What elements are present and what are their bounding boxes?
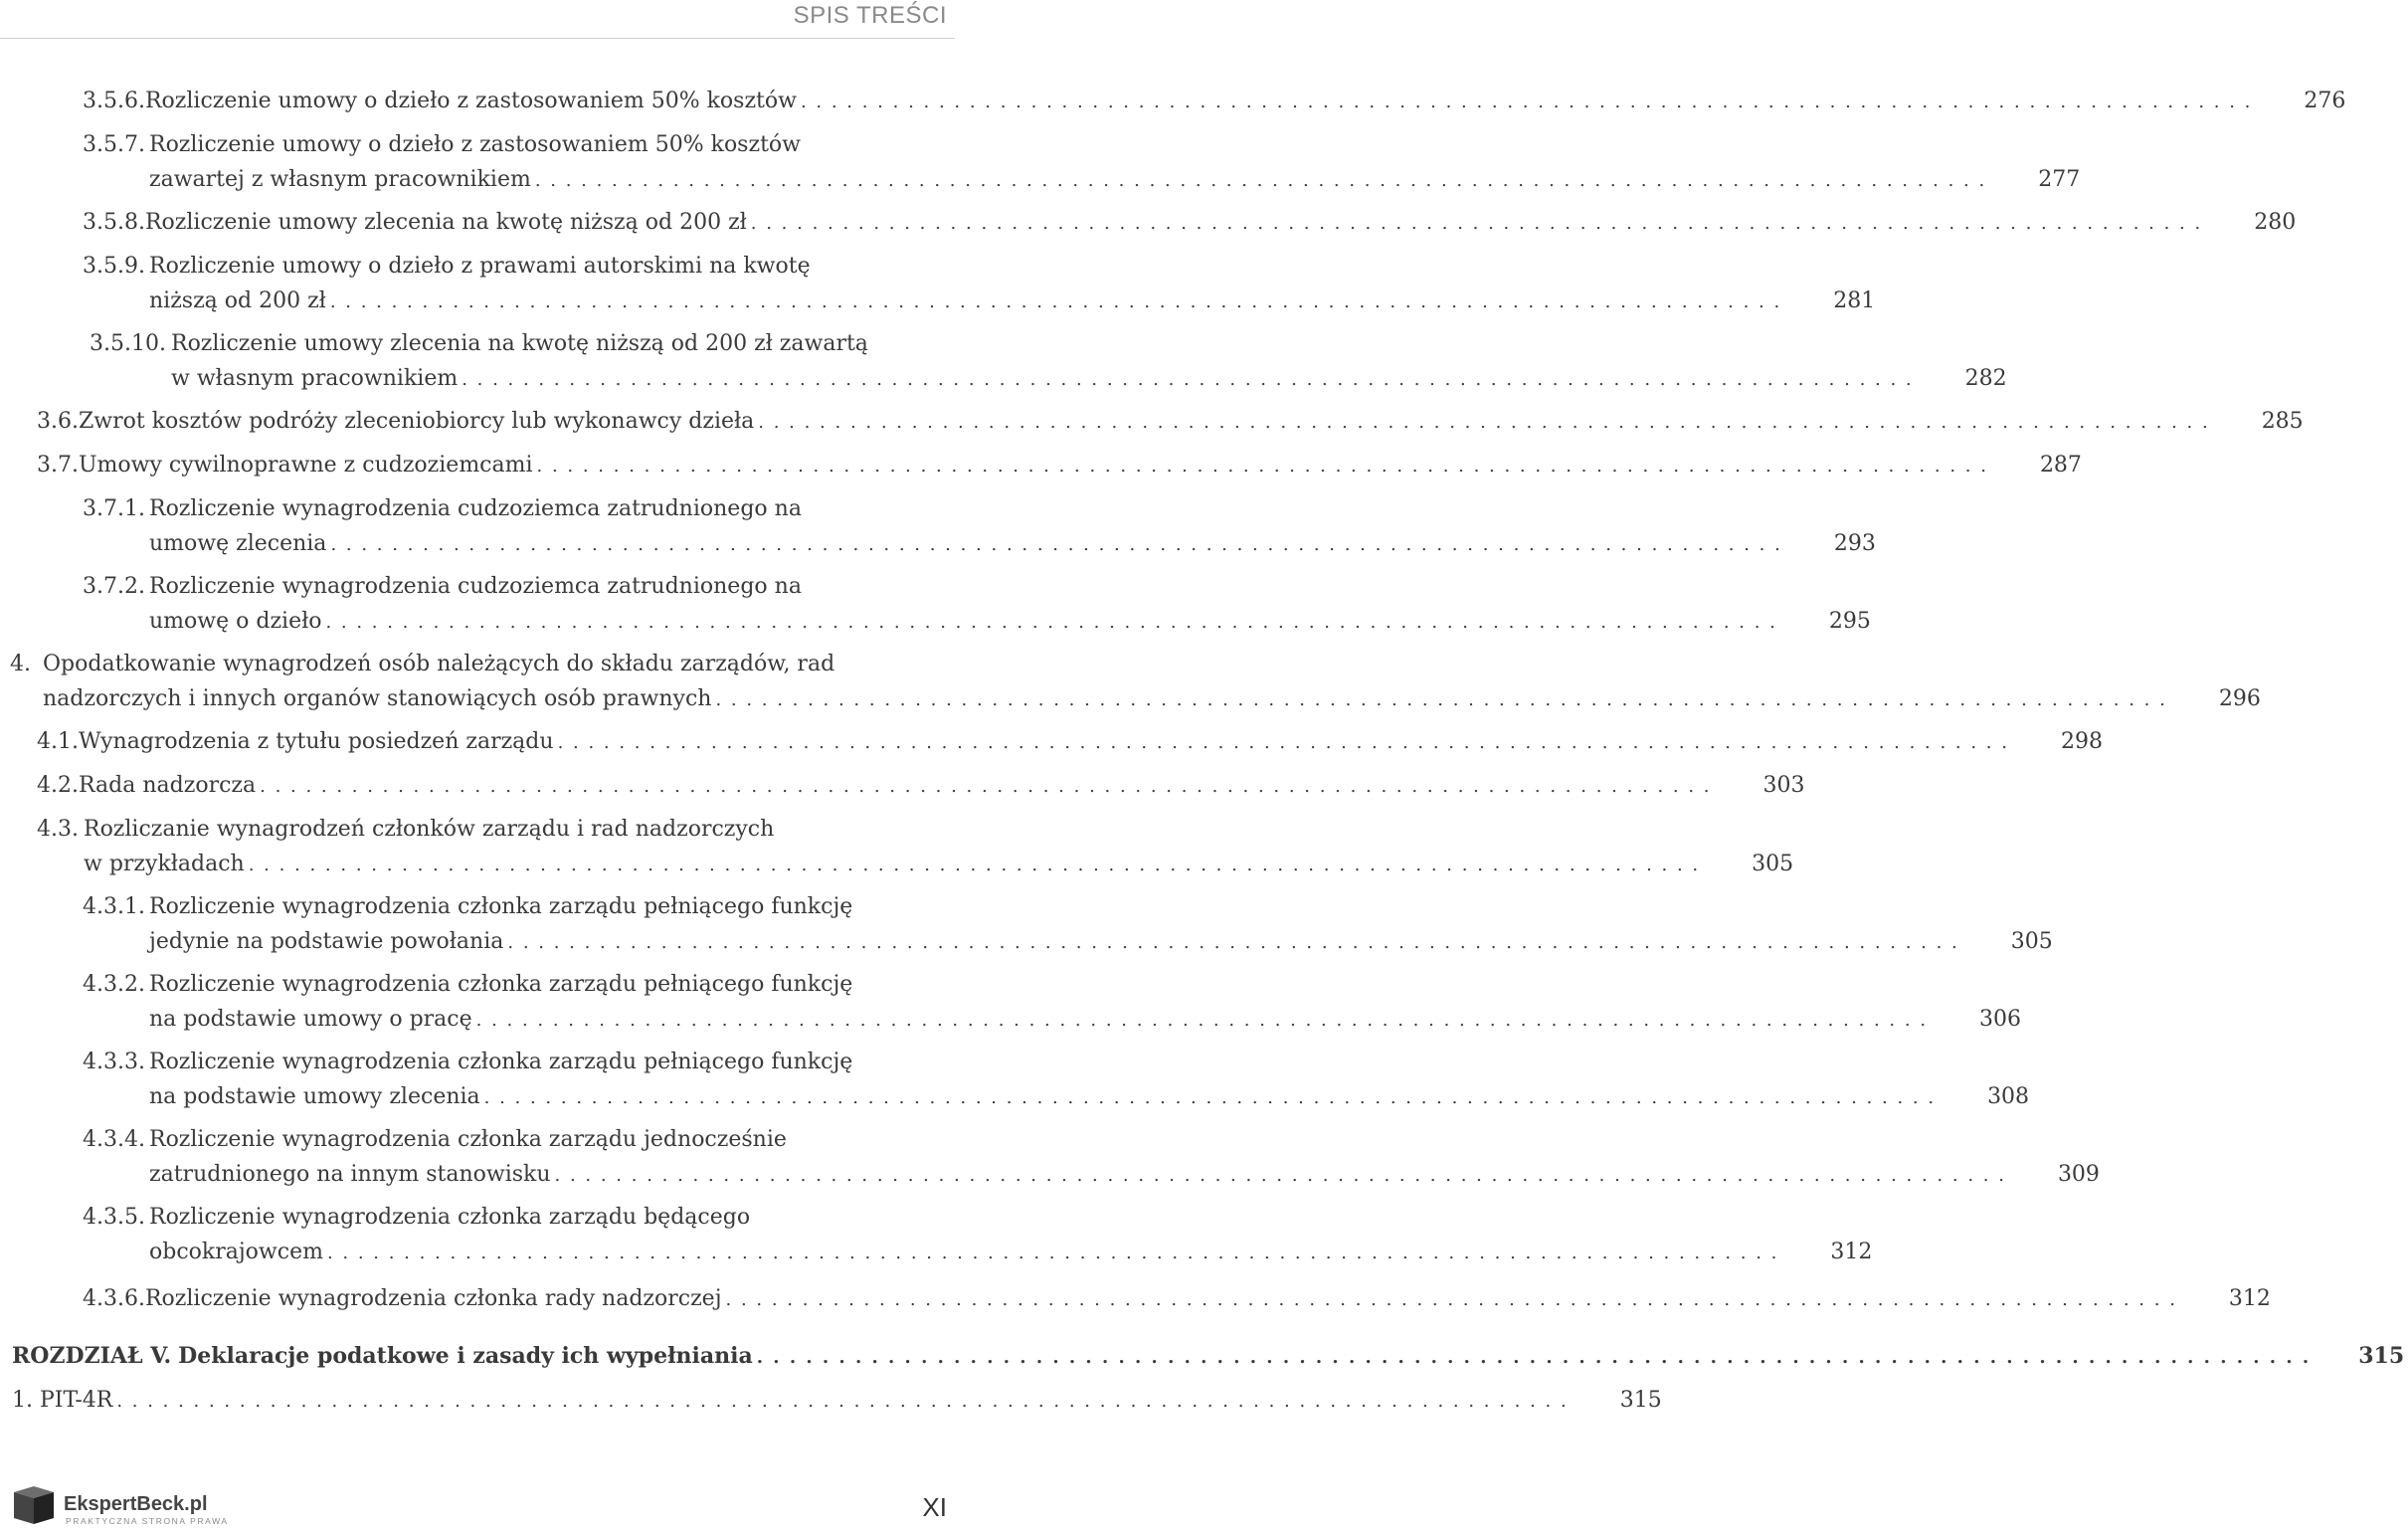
dot-leader xyxy=(327,1236,1778,1270)
logo-tagline: PRAKTYCZNA STRONA PRAWA xyxy=(66,1516,229,1526)
toc-entry-number: 3.5.10. xyxy=(90,331,166,356)
toc-entry-number: 4.3.3. xyxy=(83,1050,145,1074)
toc-entry-line xyxy=(37,847,1794,882)
dot-leader xyxy=(558,725,2009,760)
toc-entry-line xyxy=(12,1339,2405,1375)
toc-entry-line xyxy=(83,569,955,604)
toc-entry-title: zatrudnionego na innym stanowisku xyxy=(149,1162,551,1187)
toc-entry-line xyxy=(83,526,1876,562)
toc-entry xyxy=(83,84,2346,119)
toc-entry-title: Rozliczenie umowy o dzieło z zastosowaniem 50% kosztów xyxy=(149,132,801,157)
toc-entry xyxy=(83,205,2297,241)
toc-entry-number: 3.5.7. xyxy=(83,132,145,157)
toc-entry-title: na podstawie umowy o pracę xyxy=(149,1007,472,1032)
toc-entry-number: 3.5.9. xyxy=(83,254,145,279)
toc-entry-line xyxy=(10,647,955,681)
logo-text: EkspertBeck.pl xyxy=(64,1493,208,1515)
toc-entry xyxy=(10,647,2261,717)
dot-leader xyxy=(484,1080,1936,1115)
toc-entry-line xyxy=(83,1200,955,1235)
toc-entry-number: 4.3. xyxy=(37,817,79,842)
toc-entry-number: 4.2. xyxy=(37,773,79,798)
toc-entry-line xyxy=(83,967,955,1002)
toc-entry-number: ROZDZIAŁ V. xyxy=(12,1343,172,1369)
toc-entry-number: 4.3.6. xyxy=(83,1286,145,1311)
toc-page-number: 308 xyxy=(1987,1084,2030,1109)
toc-page-number: 305 xyxy=(1752,852,1794,876)
toc-entry-title: Rozliczenie umowy o dzieło z zastosowaniem 50% kosztów xyxy=(144,89,797,113)
toc-entry xyxy=(37,448,2082,483)
toc-entry xyxy=(90,326,2007,397)
toc-entry-title: zawartej z własnym pracownikiem xyxy=(149,167,531,192)
toc-entry-line xyxy=(83,924,2053,960)
toc-entry-title: Rozliczenie umowy zlecenia na kwotę niższą od 200 zł xyxy=(144,210,747,235)
toc-entry xyxy=(37,404,2304,440)
toc-entry-title: Rozliczenie wynagrodzenia członka zarządu pełniącego funkcję xyxy=(149,1050,853,1074)
dot-leader xyxy=(758,405,2209,440)
toc-entry xyxy=(83,491,1876,562)
dot-leader xyxy=(476,1003,1928,1038)
toc-entry-line xyxy=(37,448,2082,483)
dot-leader xyxy=(751,206,2202,241)
toc-entry-line xyxy=(83,1002,2022,1038)
toc-entry-line xyxy=(90,361,2007,397)
dot-leader xyxy=(535,163,1986,198)
toc-entry xyxy=(83,1281,2271,1317)
toc-entry-line xyxy=(83,205,2297,241)
toc-entry-line xyxy=(83,604,1871,640)
toc-entry-title: Rozliczanie wynagrodzeń członków zarządu i rad nadzorczych xyxy=(84,817,775,842)
dot-leader xyxy=(249,848,1700,882)
toc-page-number: 276 xyxy=(2304,89,2346,113)
toc-entry-title: nadzorczych i innych organów stanowiących osób prawnych xyxy=(43,686,712,711)
toc-entry-line xyxy=(83,84,2346,119)
toc-page-number: 312 xyxy=(1830,1240,1873,1264)
toc-page-number: 293 xyxy=(1833,531,1876,556)
toc-entry-title: Rozliczenie umowy o dzieło z prawami autorskimi na kwotę xyxy=(149,254,811,279)
toc-entry xyxy=(83,889,2053,960)
toc-entry-line xyxy=(83,889,955,924)
toc-entry-line xyxy=(83,249,955,284)
dot-leader xyxy=(462,362,1913,397)
toc-entry xyxy=(83,249,1876,319)
toc-entry-line xyxy=(37,724,2103,760)
toc-page-number: 296 xyxy=(2218,686,2261,711)
toc-entry-title: Umowy cywilnoprawne z cudzoziemcami xyxy=(78,453,533,478)
toc-entry-title: obcokrajowcem xyxy=(149,1240,323,1264)
toc-entry-title: Rozliczenie wynagrodzenia członka rady nadzorczej xyxy=(144,1286,722,1311)
toc-entry-title: na podstawie umowy zlecenia xyxy=(149,1084,480,1109)
toc-entry-title: Rozliczenie umowy zlecenia na kwotę niższą od 200 zł zawartą xyxy=(171,331,868,356)
dot-leader xyxy=(116,1384,1568,1419)
toc-entry-line xyxy=(83,1079,2030,1115)
toc-entry-number: 3.5.8. xyxy=(83,210,145,235)
toc-page-number: 315 xyxy=(1619,1388,1662,1413)
toc-page-number: 309 xyxy=(2057,1162,2100,1187)
toc-entry-title: Rozliczenie wynagrodzenia członka zarządu jednocześnie xyxy=(149,1127,787,1152)
dot-leader xyxy=(715,682,2166,717)
toc-entry-line xyxy=(83,491,955,526)
toc-page-number: 277 xyxy=(2038,167,2081,192)
toc-entry-title: Rozliczenie wynagrodzenia cudzoziemca zatrudnionego na xyxy=(149,574,802,599)
toc-entry-title: Rozliczenie wynagrodzenia członka zarządu będącego xyxy=(149,1205,751,1230)
toc-entry-title: w przykładach xyxy=(84,852,245,876)
dot-leader xyxy=(757,1340,2311,1375)
toc-entry-number: 4.3.5. xyxy=(83,1205,145,1230)
toc-entry xyxy=(83,1045,2030,1115)
running-header-title: SPIS TREŚCI xyxy=(793,2,947,29)
toc-entry-line xyxy=(37,812,955,847)
toc-entry-title: umowę zlecenia xyxy=(149,531,327,556)
toc-entry xyxy=(37,812,1794,882)
dot-leader xyxy=(555,1158,2006,1193)
toc-entry-number: 1. xyxy=(12,1388,33,1413)
toc-entry-line xyxy=(83,162,2081,198)
header-rule xyxy=(0,38,955,39)
toc-entry-title: umowę o dzieło xyxy=(149,609,322,634)
toc-entry-title: Rozliczenie wynagrodzenia członka zarządu pełniącego funkcję xyxy=(149,894,853,919)
toc-entry-title: PIT-4R xyxy=(40,1388,113,1413)
toc-page-number: 280 xyxy=(2254,210,2297,235)
toc-page-number: 312 xyxy=(2228,1286,2271,1311)
toc-entry-number: 4. xyxy=(10,652,31,676)
dot-leader xyxy=(537,449,1988,483)
toc-entry-number: 3.7. xyxy=(37,453,79,478)
toc-entry-number: 4.3.4. xyxy=(83,1127,145,1152)
toc-page-number: 305 xyxy=(2010,929,2053,954)
dot-leader xyxy=(801,85,2252,119)
toc-entry-line xyxy=(83,1157,2100,1193)
toc-entry xyxy=(83,1122,2100,1193)
toc-page-number: 281 xyxy=(1833,288,1876,313)
toc-entry-number: 3.7.2. xyxy=(83,574,145,599)
toc-entry xyxy=(12,1383,1662,1419)
page-number: XI xyxy=(922,1492,947,1522)
toc-entry-number: 3.7.1. xyxy=(83,496,145,521)
toc-page-number: 298 xyxy=(2060,729,2103,754)
toc-entry-line xyxy=(10,681,2261,717)
toc-entry-title: Opodatkowanie wynagrodzeń osób należących do składu zarządów, rad xyxy=(43,652,835,676)
toc-entry-title: Zwrot kosztów podróży zleceniobiorcy lub wykonawcy dzieła xyxy=(78,409,755,434)
toc-entry-title: Deklaracje podatkowe i zasady ich wypełniania xyxy=(178,1343,753,1369)
toc-page-number: 295 xyxy=(1828,609,1871,634)
ekspertbeck-logo xyxy=(10,1482,229,1530)
toc-entry-number: 3.5.6. xyxy=(83,89,145,113)
toc-entry-title: Rozliczenie wynagrodzenia cudzoziemca zatrudnionego na xyxy=(149,496,802,521)
toc-entry-line xyxy=(83,1045,955,1079)
toc-entry xyxy=(37,768,1805,804)
logo-cube-icon xyxy=(14,1486,54,1524)
toc-page-number: 303 xyxy=(1762,773,1805,798)
toc-entry-number: 4.3.1. xyxy=(83,894,145,919)
dot-leader xyxy=(330,527,1781,562)
toc-entry-title: Wynagrodzenia z tytułu posiedzeń zarządu xyxy=(78,729,554,754)
toc-entry-line xyxy=(90,326,955,361)
toc-entry xyxy=(83,1200,1873,1270)
toc-entry xyxy=(83,127,2081,198)
dot-leader xyxy=(325,605,1776,640)
dot-leader xyxy=(507,925,1958,960)
toc-entry xyxy=(83,569,1871,640)
toc-entry xyxy=(37,724,2103,760)
toc-entry-line xyxy=(83,1235,1873,1270)
toc-page-number: 285 xyxy=(2261,409,2304,434)
toc-page-number: 287 xyxy=(2039,453,2082,478)
toc-entry-number: 3.6. xyxy=(37,409,79,434)
toc-entry-title: w własnym pracownikiem xyxy=(171,366,459,391)
toc-entry-number: 4.1. xyxy=(37,729,79,754)
toc-entry-line xyxy=(83,127,955,162)
toc-page-number: 306 xyxy=(1979,1007,2022,1032)
toc-entry-line xyxy=(37,768,1805,804)
toc-entry xyxy=(12,1339,2405,1375)
toc-entry-line xyxy=(83,1122,955,1157)
dot-leader xyxy=(726,1282,2177,1317)
dot-leader xyxy=(260,769,1711,804)
toc-entry-line xyxy=(83,1281,2271,1317)
toc-entry-title: niższą od 200 zł xyxy=(149,288,326,313)
toc-entry-line xyxy=(37,404,2304,440)
toc-entry-line xyxy=(83,284,1876,319)
toc-entry-title: Rozliczenie wynagrodzenia członka zarządu pełniącego funkcję xyxy=(149,972,853,997)
toc-page-number: 282 xyxy=(1964,366,2007,391)
toc-page-number: 315 xyxy=(2358,1343,2405,1369)
toc-entry-title: Rada nadzorcza xyxy=(78,773,257,798)
toc-entry-number: 4.3.2. xyxy=(83,972,145,997)
toc-entry-line xyxy=(12,1383,1662,1419)
dot-leader xyxy=(330,285,1781,319)
toc-entry xyxy=(83,967,2022,1038)
toc-entry-title: jedynie na podstawie powołania xyxy=(149,929,504,954)
